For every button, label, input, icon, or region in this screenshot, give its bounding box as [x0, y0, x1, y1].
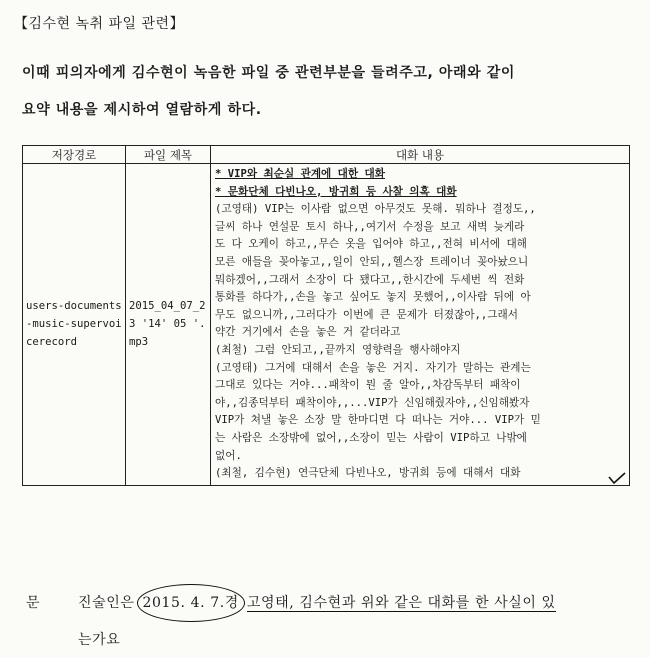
- question-body: 고영태, 김수현과 위와 같은 대화를 한 사실이 있: [246, 595, 556, 611]
- header-file-title: 파일 제목: [126, 146, 211, 164]
- transcript-line: (고영태) VIP는 이사람 없으면 아무것도 못해. 뭐하나 결정도,,: [215, 203, 536, 216]
- transcript-line: 없어.: [215, 449, 242, 462]
- handwritten-check-mark: [607, 471, 627, 485]
- storage-path-cell: users-documents-music-supervoicerecord: [23, 164, 126, 486]
- transcript-lines: [215, 201, 625, 483]
- transcript-line: 모른 애들을 꽂아놓고,,일이 안되,,헬스장 트레이너 꽂아놨으니: [215, 255, 529, 268]
- transcript-line: 도 다 오케이 하고,,무슨 옷을 입어야 하고,,전혀 비서에 대해: [215, 238, 527, 251]
- transcript-line: (고영태) 그거에 대해서 손을 놓은 거지. 자기가 말하는 관계는: [215, 361, 531, 374]
- header-storage-path: 저장경로: [23, 146, 126, 164]
- table-header-row: [23, 146, 630, 164]
- transcript-line: 야,,김종덕부터 패착이야,,...VIP가 신임해줬자야,,신임해봤자: [215, 396, 530, 409]
- transcript-line: 통화를 하다가,,손을 놓고 싶어도 놓지 못했어,,이사람 뒤에 아: [215, 291, 531, 304]
- transcript-line: 무도 없으니까,,그러다가 이번에 큰 문제가 터졌잖아,,그래서: [215, 308, 519, 321]
- header-conversation: 대화 내용: [211, 146, 630, 164]
- transcript-line: 그대로 있다는 거야...패착이 뭔 줄 알아,,차감독부터 패착이: [215, 379, 521, 392]
- summary-line: * 문화단체 다빈나오, 방귀희 등 사찰 의혹 대화: [215, 185, 457, 198]
- summary-lines: [215, 166, 625, 201]
- intro-line-1: 이때 피의자에게 김수현이 녹음한 파일 중 관련부분을 들려주고, 아래와 같이: [22, 65, 516, 81]
- conversation-cell: [211, 164, 630, 486]
- question-continuation: 는가요: [78, 632, 121, 648]
- question-line-1: [26, 584, 626, 622]
- summary-line: * VIP와 최순실 관계에 대한 대화: [215, 168, 385, 180]
- intro-line-2: 요약 내용을 제시하여 열람하게 하다.: [22, 102, 262, 118]
- transcript-line: 글씨 하나 연설문 토시 하나,,여기서 수정을 보고 새벽 늦게라: [215, 220, 525, 233]
- question-prefix: 진술인은: [78, 595, 135, 611]
- transcript-line: VIP가 쳐낼 놓은 소장 말 한마디면 다 떠나는 거야... VIP가 믿: [215, 414, 541, 427]
- recording-summary-table: [22, 145, 630, 486]
- question-block: [26, 584, 626, 658]
- transcript-line: (최철, 김수현) 연극단체 다빈나오, 방귀희 등에 대해서 대화: [215, 467, 521, 480]
- circled-date: 2015. 4. 7.경: [137, 584, 245, 622]
- transcript-line: 약간 거기에서 손을 놓은 거 같더라고: [215, 326, 401, 339]
- transcript-line: 뭐하겠어,,그래서 소장이 다 됐다고,,한시간에 두세번 씩 전화: [215, 273, 525, 286]
- table-row: [23, 164, 630, 486]
- file-title-cell: 2015_04_07_23 '14' 05 '.mp3: [126, 164, 211, 486]
- transcript-line: (최철) 그럼 안되고,,끝까지 영향력을 행사해야지: [215, 343, 461, 356]
- section-heading: 【김수현 녹취 파일 관련】: [14, 16, 185, 32]
- transcript-line: 는 사람은 소장밖에 없어,,소장이 믿는 사람이 VIP하고 나밖에: [215, 431, 527, 444]
- question-label: 문: [26, 595, 41, 611]
